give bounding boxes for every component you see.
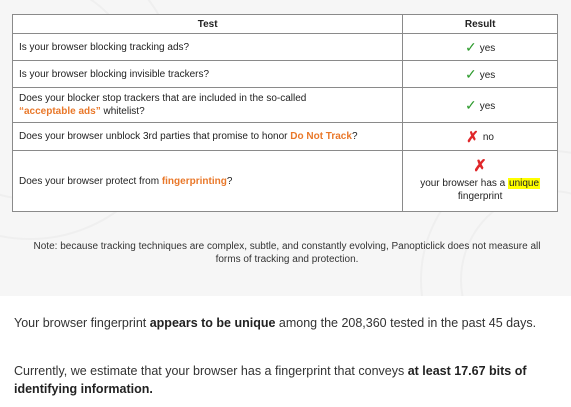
result-text: no	[482, 131, 494, 143]
question-text: Does your blocker stop trackers that are included in the so-called	[19, 93, 307, 104]
question-text: whitelist?	[100, 106, 145, 117]
question-text: Does your browser unblock 3rd parties that promise to honor	[19, 131, 291, 142]
fingerprint-result-text: your browser has a unique fingerprint	[420, 178, 540, 202]
do-not-track-link[interactable]: Do Not Track	[290, 131, 352, 142]
table-row	[13, 88, 558, 123]
unique-statement: appears to be unique	[149, 316, 276, 330]
question-cell	[13, 123, 403, 151]
table-header-row	[13, 15, 558, 34]
unique-highlight: unique	[509, 178, 540, 189]
result-cell	[403, 34, 558, 61]
question-text: Does your browser protect from	[19, 175, 162, 187]
result-text: yes	[479, 42, 496, 54]
question-cell: Is your browser blocking invisible trackers?	[13, 61, 403, 88]
cross-icon: ✗	[466, 128, 479, 146]
result-cell	[403, 61, 558, 88]
check-icon: ✓	[464, 65, 477, 82]
cross-icon: ✗	[473, 158, 487, 175]
bits-summary: Currently, we estimate that your browser has a fingerprint that conveys at least 17.67 bits of identifying information.	[14, 364, 527, 396]
bits-statement: at least 17.67 bits of identifying information.	[14, 364, 527, 396]
result-cell	[403, 88, 558, 123]
result-text: yes	[479, 69, 496, 81]
question-cell	[13, 88, 403, 123]
fingerprinting-link[interactable]: fingerprinting	[161, 175, 227, 187]
result-cell	[403, 151, 558, 212]
measurement-note: Note: because tracking techniques are complex, subtle, and constantly evolving, Panopticlick does not measure all forms of tracking and protection.	[33, 241, 541, 265]
table-row	[13, 123, 558, 151]
table-row	[13, 34, 558, 61]
check-icon: ✓	[464, 96, 477, 113]
result-cell	[403, 123, 558, 151]
uniqueness-summary: Your browser fingerprint appears to be unique among the 208,360 tested in the past 45 days.	[14, 316, 537, 330]
question-text: ?	[226, 175, 233, 187]
header-result: Result	[403, 15, 558, 34]
result-text: yes	[479, 100, 496, 112]
question-text: ?	[351, 131, 358, 142]
question-cell	[13, 151, 403, 212]
question-cell: Is your browser blocking tracking ads?	[13, 34, 403, 61]
acceptable-ads-link[interactable]: “acceptable ads”	[19, 106, 101, 117]
header-test: Test	[13, 15, 403, 34]
table-row	[13, 61, 558, 88]
check-icon: ✓	[464, 38, 477, 55]
table-row	[13, 151, 558, 212]
results-table	[12, 14, 558, 212]
